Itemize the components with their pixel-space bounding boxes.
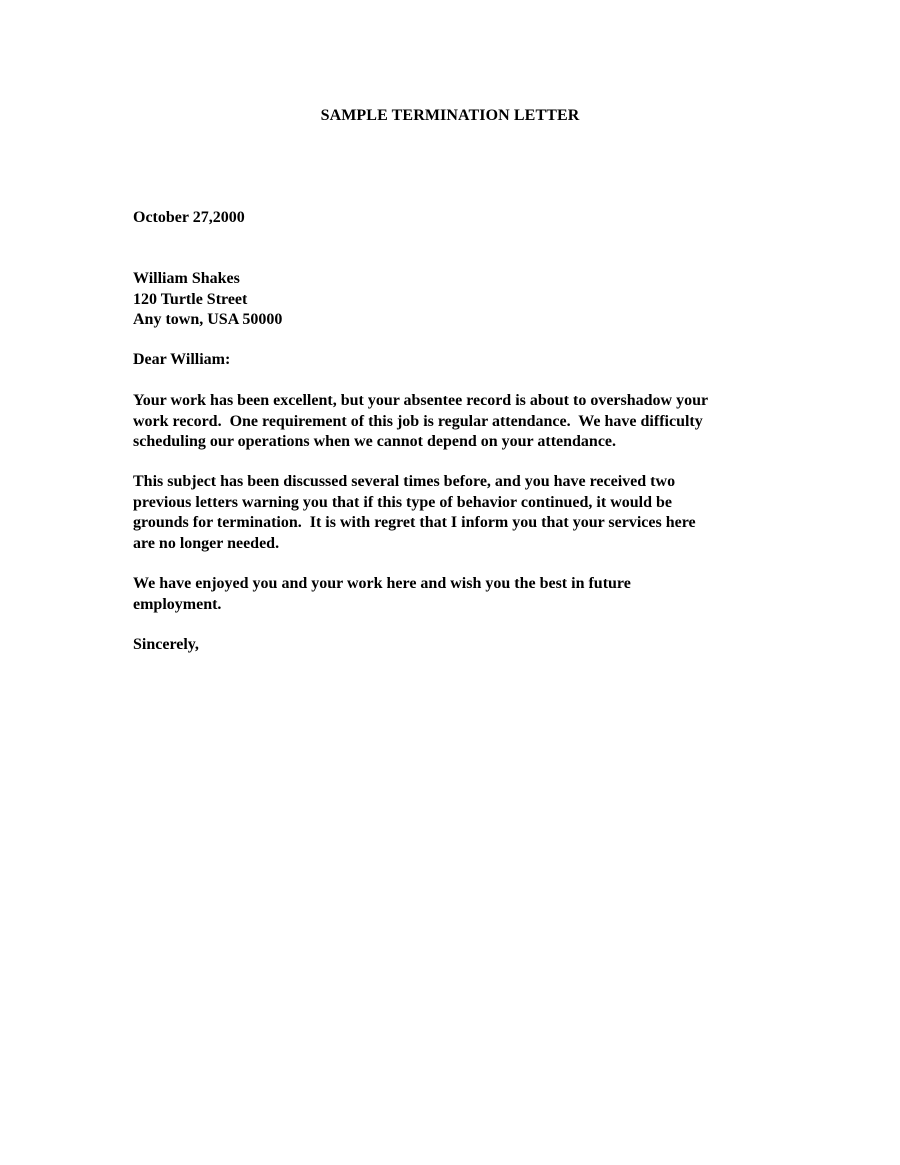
paragraph-line: work record. One requirement of this job is regular attendance. We have difficulty xyxy=(133,412,703,430)
closing xyxy=(133,635,783,656)
paragraph-line: employment. xyxy=(133,595,222,613)
paragraph-line: scheduling our operations when we cannot depend on your attendance. xyxy=(133,433,617,450)
paragraph-line: previous letters warning you that if this type of behavior continued, it would be xyxy=(133,493,672,511)
paragraph-line: This subject has been discussed several times before, and you have received two xyxy=(133,473,676,490)
paragraph-3 xyxy=(133,574,783,615)
salutation-text: Dear William: xyxy=(133,351,231,368)
recipient-name: William Shakes xyxy=(133,270,240,287)
paragraph-2 xyxy=(133,472,783,554)
letter-date xyxy=(133,208,783,229)
letter-title: SAMPLE TERMINATION LETTER xyxy=(320,107,580,124)
paragraph-1 xyxy=(133,391,783,453)
recipient-city: Any town, USA 50000 xyxy=(133,311,283,328)
date-text: October 27,2000 xyxy=(133,209,245,226)
paragraph-line: We have enjoyed you and your work here and wish you the best in future xyxy=(133,575,631,592)
recipient-street: 120 Turtle Street xyxy=(133,290,248,308)
recipient-address xyxy=(133,269,783,331)
paragraph-line: are no longer needed. xyxy=(133,534,280,552)
salutation xyxy=(133,350,783,371)
closing-text: Sincerely, xyxy=(133,636,199,653)
paragraph-line: Your work has been excellent, but your absentee record is about to overshadow your xyxy=(133,392,709,409)
paragraph-line: grounds for termination. It is with regret that I inform you that your services here xyxy=(133,514,696,531)
